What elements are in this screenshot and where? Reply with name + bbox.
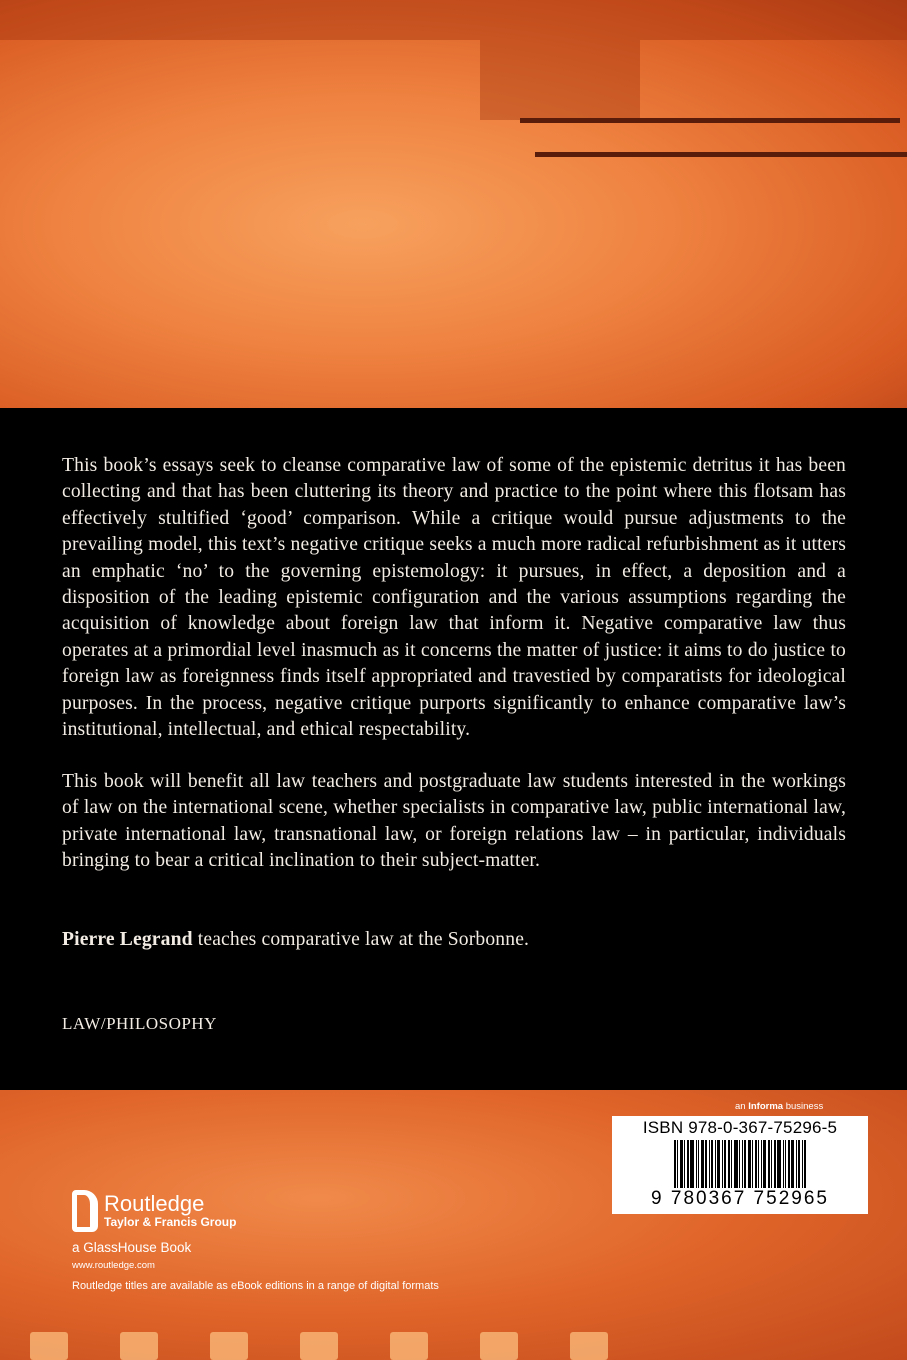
film-hole: [30, 1332, 68, 1360]
barcode-bar: [711, 1140, 713, 1194]
barcode-bar: [768, 1140, 770, 1194]
barcode-bar: [698, 1140, 699, 1194]
ean-number: 9 780367 752965: [620, 1188, 860, 1210]
decorative-line: [520, 118, 900, 123]
barcode-bar: [785, 1140, 786, 1194]
barcode-bar: [739, 1140, 740, 1194]
barcode-bar: [734, 1140, 738, 1194]
barcode-bar: [804, 1140, 806, 1194]
barcode-bar: [744, 1140, 746, 1194]
film-frame: [480, 40, 640, 120]
author-bio-text: teaches comparative law at the Sorbonne.: [192, 929, 530, 950]
film-hole: [570, 1332, 608, 1360]
barcode-bar: [687, 1140, 689, 1194]
barcode-bar: [777, 1140, 781, 1194]
film-hole: [120, 1332, 158, 1360]
barcode-bar: [796, 1140, 797, 1194]
subject-category: LAW/PHILOSOPHY: [62, 1014, 217, 1033]
decorative-line: [535, 152, 907, 157]
barcode-bar: [731, 1140, 732, 1194]
barcode-bar: [761, 1140, 762, 1194]
barcode-bar: [758, 1140, 759, 1194]
barcode-bar: [774, 1140, 776, 1194]
barcode-bar: [684, 1140, 685, 1194]
blurb-paragraph: This book’s essays seek to cleanse comparative law of some of the epistemic detritus it has been collecting and that has been cluttering its theory and practice to the point where this flotsam has effectively stultified ‘good’ comparison. While a critique would pursue adjustments to the prevailing model, this text’s negative critique seeks a much more radical refurbishment as it utters an emphatic ‘no’ to the governing epistemology: it pursues, in effect, a deposition and a disposition of the leading epistemic configuration and the various assumptions regarding the acquisition of knowledge about foreign law that inform it. Negative comparative law thus operates at a primordial level inasmuch as it concerns the matter of justice: it aims to do justice to foreign law as foreignness finds itself appropriated and travestied by comparatists for ideological purposes. In the process, negative critique purports significantly to enhance comparative law’s institutional, intellectual, and ethical respectability.: [62, 455, 846, 741]
barcode-bar: [748, 1140, 751, 1194]
barcode-bar: [752, 1140, 753, 1194]
film-hole: [300, 1332, 338, 1360]
barcode-bar: [728, 1140, 730, 1194]
imprint: a GlassHouse Book: [72, 1240, 192, 1255]
isbn-text: ISBN 978-0-367-75296-5: [642, 1118, 838, 1137]
informa-tagline: [735, 1101, 823, 1112]
barcode-bar: [705, 1140, 707, 1194]
barcode-bar: [755, 1140, 757, 1194]
film-hole: [210, 1332, 248, 1360]
barcode-bar: [783, 1140, 784, 1194]
cover-artwork-bottom: [0, 1090, 907, 1360]
informa-prefix: an: [735, 1101, 749, 1112]
publisher-group: Taylor & Francis Group: [104, 1215, 237, 1229]
author-bio: [62, 927, 846, 953]
barcode-bar: [696, 1140, 697, 1194]
barcode-bar: [722, 1140, 723, 1194]
barcode-bar: [709, 1140, 710, 1194]
routledge-r-icon: [72, 1190, 98, 1232]
barcode-bar: [715, 1140, 716, 1194]
isbn-barcode: [612, 1116, 868, 1214]
barcode-bar: [701, 1140, 704, 1194]
barcode-bar: [791, 1140, 794, 1194]
ebook-note: Routledge titles are available as eBook editions in a range of digital formats: [72, 1280, 439, 1292]
barcode-bar: [674, 1140, 676, 1194]
barcode-bar: [763, 1140, 766, 1194]
publisher-name: Routledge: [104, 1191, 205, 1216]
film-hole: [480, 1332, 518, 1360]
barcode-bars: [620, 1140, 860, 1194]
barcode-bar: [717, 1140, 720, 1194]
author-name: Pierre Legrand: [62, 929, 193, 950]
barcode-bar: [771, 1140, 772, 1194]
barcode-bar: [680, 1140, 683, 1194]
barcode-bar: [724, 1140, 726, 1194]
barcode-bar: [788, 1140, 790, 1194]
film-hole: [390, 1332, 428, 1360]
blurb-panel: [0, 408, 907, 1090]
audience-paragraph: This book will benefit all law teachers and postgraduate law students interested in the workings of law on the international scene, whether specialists in comparative law, public international law, private international law, transnational law, or foreign relations law – in particular, individuals bringing to bear a critical inclination to their subject-matter.: [62, 771, 846, 872]
routledge-logo: [72, 1190, 236, 1232]
barcode-bar: [690, 1140, 694, 1194]
informa-name: Informa: [748, 1101, 784, 1112]
informa-suffix: business: [783, 1101, 824, 1112]
film-strip: [0, 0, 907, 40]
barcode-bar: [802, 1140, 803, 1194]
barcode-bar: [677, 1140, 678, 1194]
cover-artwork-top: [0, 0, 907, 408]
publisher-website: www.routledge.com: [72, 1260, 155, 1271]
barcode-bar: [742, 1140, 743, 1194]
barcode-bar: [798, 1140, 800, 1194]
